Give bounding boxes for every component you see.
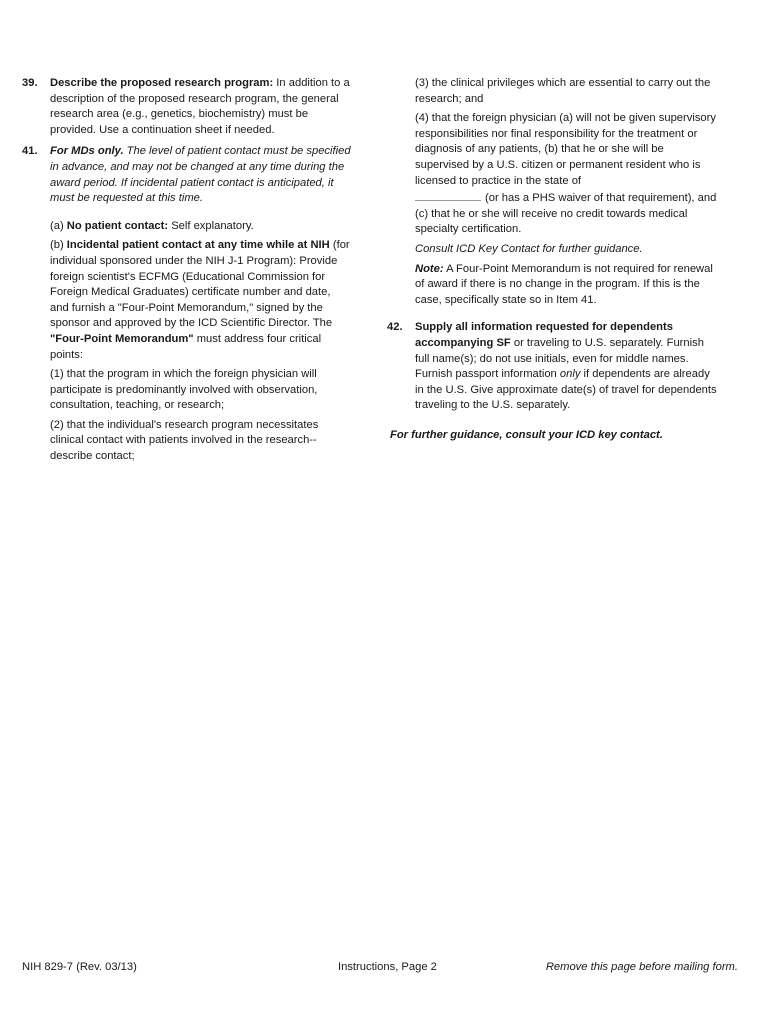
item-41 bbox=[22, 144, 352, 464]
item-41-point-2: (2) that the individual's research program necessitates clinical contact with patients involved in the research--describe contact; bbox=[50, 418, 319, 463]
further-guidance: For further guidance, consult your ICD key contact. bbox=[390, 428, 663, 441]
page-number: Instructions, Page 2 bbox=[338, 961, 437, 973]
item-39-number: 39. bbox=[22, 77, 38, 89]
item-41-continued bbox=[387, 76, 717, 308]
item-41-b-prefix: (b) bbox=[50, 239, 67, 252]
item-41-point-4-text: (4) that the foreign physician (a) will not be given supervisory responsibilities nor final responsibility for the treatment or diagnosis of any patients, (b) that he or she will be supervised by a U.S. citizen or permanent resident who is licensed to practice in the state of bbox=[415, 112, 716, 187]
left-column bbox=[22, 76, 352, 465]
item-41-number: 41. bbox=[22, 145, 38, 158]
right-column bbox=[387, 76, 717, 443]
item-42-text2: if dependents are already in the U.S. Give approximate date(s) of travel for dependents traveling to the U.S. separately. bbox=[415, 368, 717, 412]
remove-notice: Remove this page before mailing form. bbox=[545, 961, 738, 973]
item-42 bbox=[387, 320, 717, 414]
item-39-text bbox=[50, 76, 352, 138]
item-41-b bbox=[50, 238, 352, 363]
item-41-note-text: A Four-Point Memorandum is not required for renewal of award if there is no change in the program. If this is the case, specifically state so in Item 41. bbox=[415, 262, 713, 306]
item-41-b-bold2: "Four-Point Memorandum" bbox=[50, 332, 194, 345]
item-41-heading: For MDs only. bbox=[50, 145, 124, 158]
item-41-note-label: Note: bbox=[415, 262, 444, 275]
item-41-point-1: (1) that the program in which the foreign physician will participate is predominantly involved with observation, consultation, teaching, or research; bbox=[50, 368, 318, 412]
item-41-point-4-text2: (or has a PHS waiver of that requirement), and (c) that he or she will receive no credit towards medical specialty certification. bbox=[415, 192, 717, 236]
item-41-a-text: Self explanatory. bbox=[168, 219, 254, 232]
item-41-a-prefix: (a) bbox=[50, 219, 67, 232]
item-41-point-3: (3) the clinical privileges which are essential to carry out the research; and bbox=[415, 77, 711, 105]
item-41-intro bbox=[50, 144, 352, 206]
form-id: NIH 829-7 (Rev. 03/13) bbox=[22, 961, 137, 973]
item-39-heading: Describe the proposed research program: bbox=[50, 77, 274, 89]
item-41-b-text1: (for individual sponsored under the NIH J-1 Program): Provide foreign scientist's ECFMG (Educational Commission for Foreign Medical Graduates) certificate number and date, and furnish a "Four-Point Memorandum," signed by the sponsor and approved by the ICD Scientific Director. The bbox=[50, 239, 350, 330]
item-41-b-text2: must address four critical points: bbox=[50, 332, 322, 361]
item-39 bbox=[22, 76, 352, 138]
page-footer bbox=[0, 960, 770, 976]
item-41-a bbox=[50, 219, 352, 235]
item-41-consult bbox=[415, 242, 717, 258]
item-41-a-bold: No patient contact: bbox=[66, 219, 169, 232]
item-42-number: 42. bbox=[387, 321, 403, 334]
item-39-body: In addition to a description of the proposed research program, the general research area (e.g., genetics, biochemistry) must be provided. Use a continuation sheet if needed. bbox=[50, 77, 350, 136]
item-42-only: only bbox=[559, 368, 581, 381]
item-41-b-bold: Incidental patient contact at any time while at NIH bbox=[66, 239, 330, 252]
state-blank-line bbox=[415, 189, 481, 201]
item-41-intro-text: The level of patient contact must be specified in advance, and may not be changed at any time during the award period. If incidental patient contact is anticipated, it must be requested at this time. bbox=[50, 145, 351, 205]
item-41-consult-text: Consult ICD Key Contact for further guidance. bbox=[415, 242, 643, 255]
item-42-heading: Supply all information requested for dependents accompanying SF bbox=[415, 321, 673, 349]
item-41-note bbox=[415, 262, 717, 309]
item-42-text bbox=[415, 320, 717, 414]
item-41-point-4 bbox=[415, 111, 717, 238]
item-42-text1: or traveling to U.S. separately. Furnish full name(s); do not use initials, even for middle names. Furnish passport information bbox=[415, 336, 704, 381]
